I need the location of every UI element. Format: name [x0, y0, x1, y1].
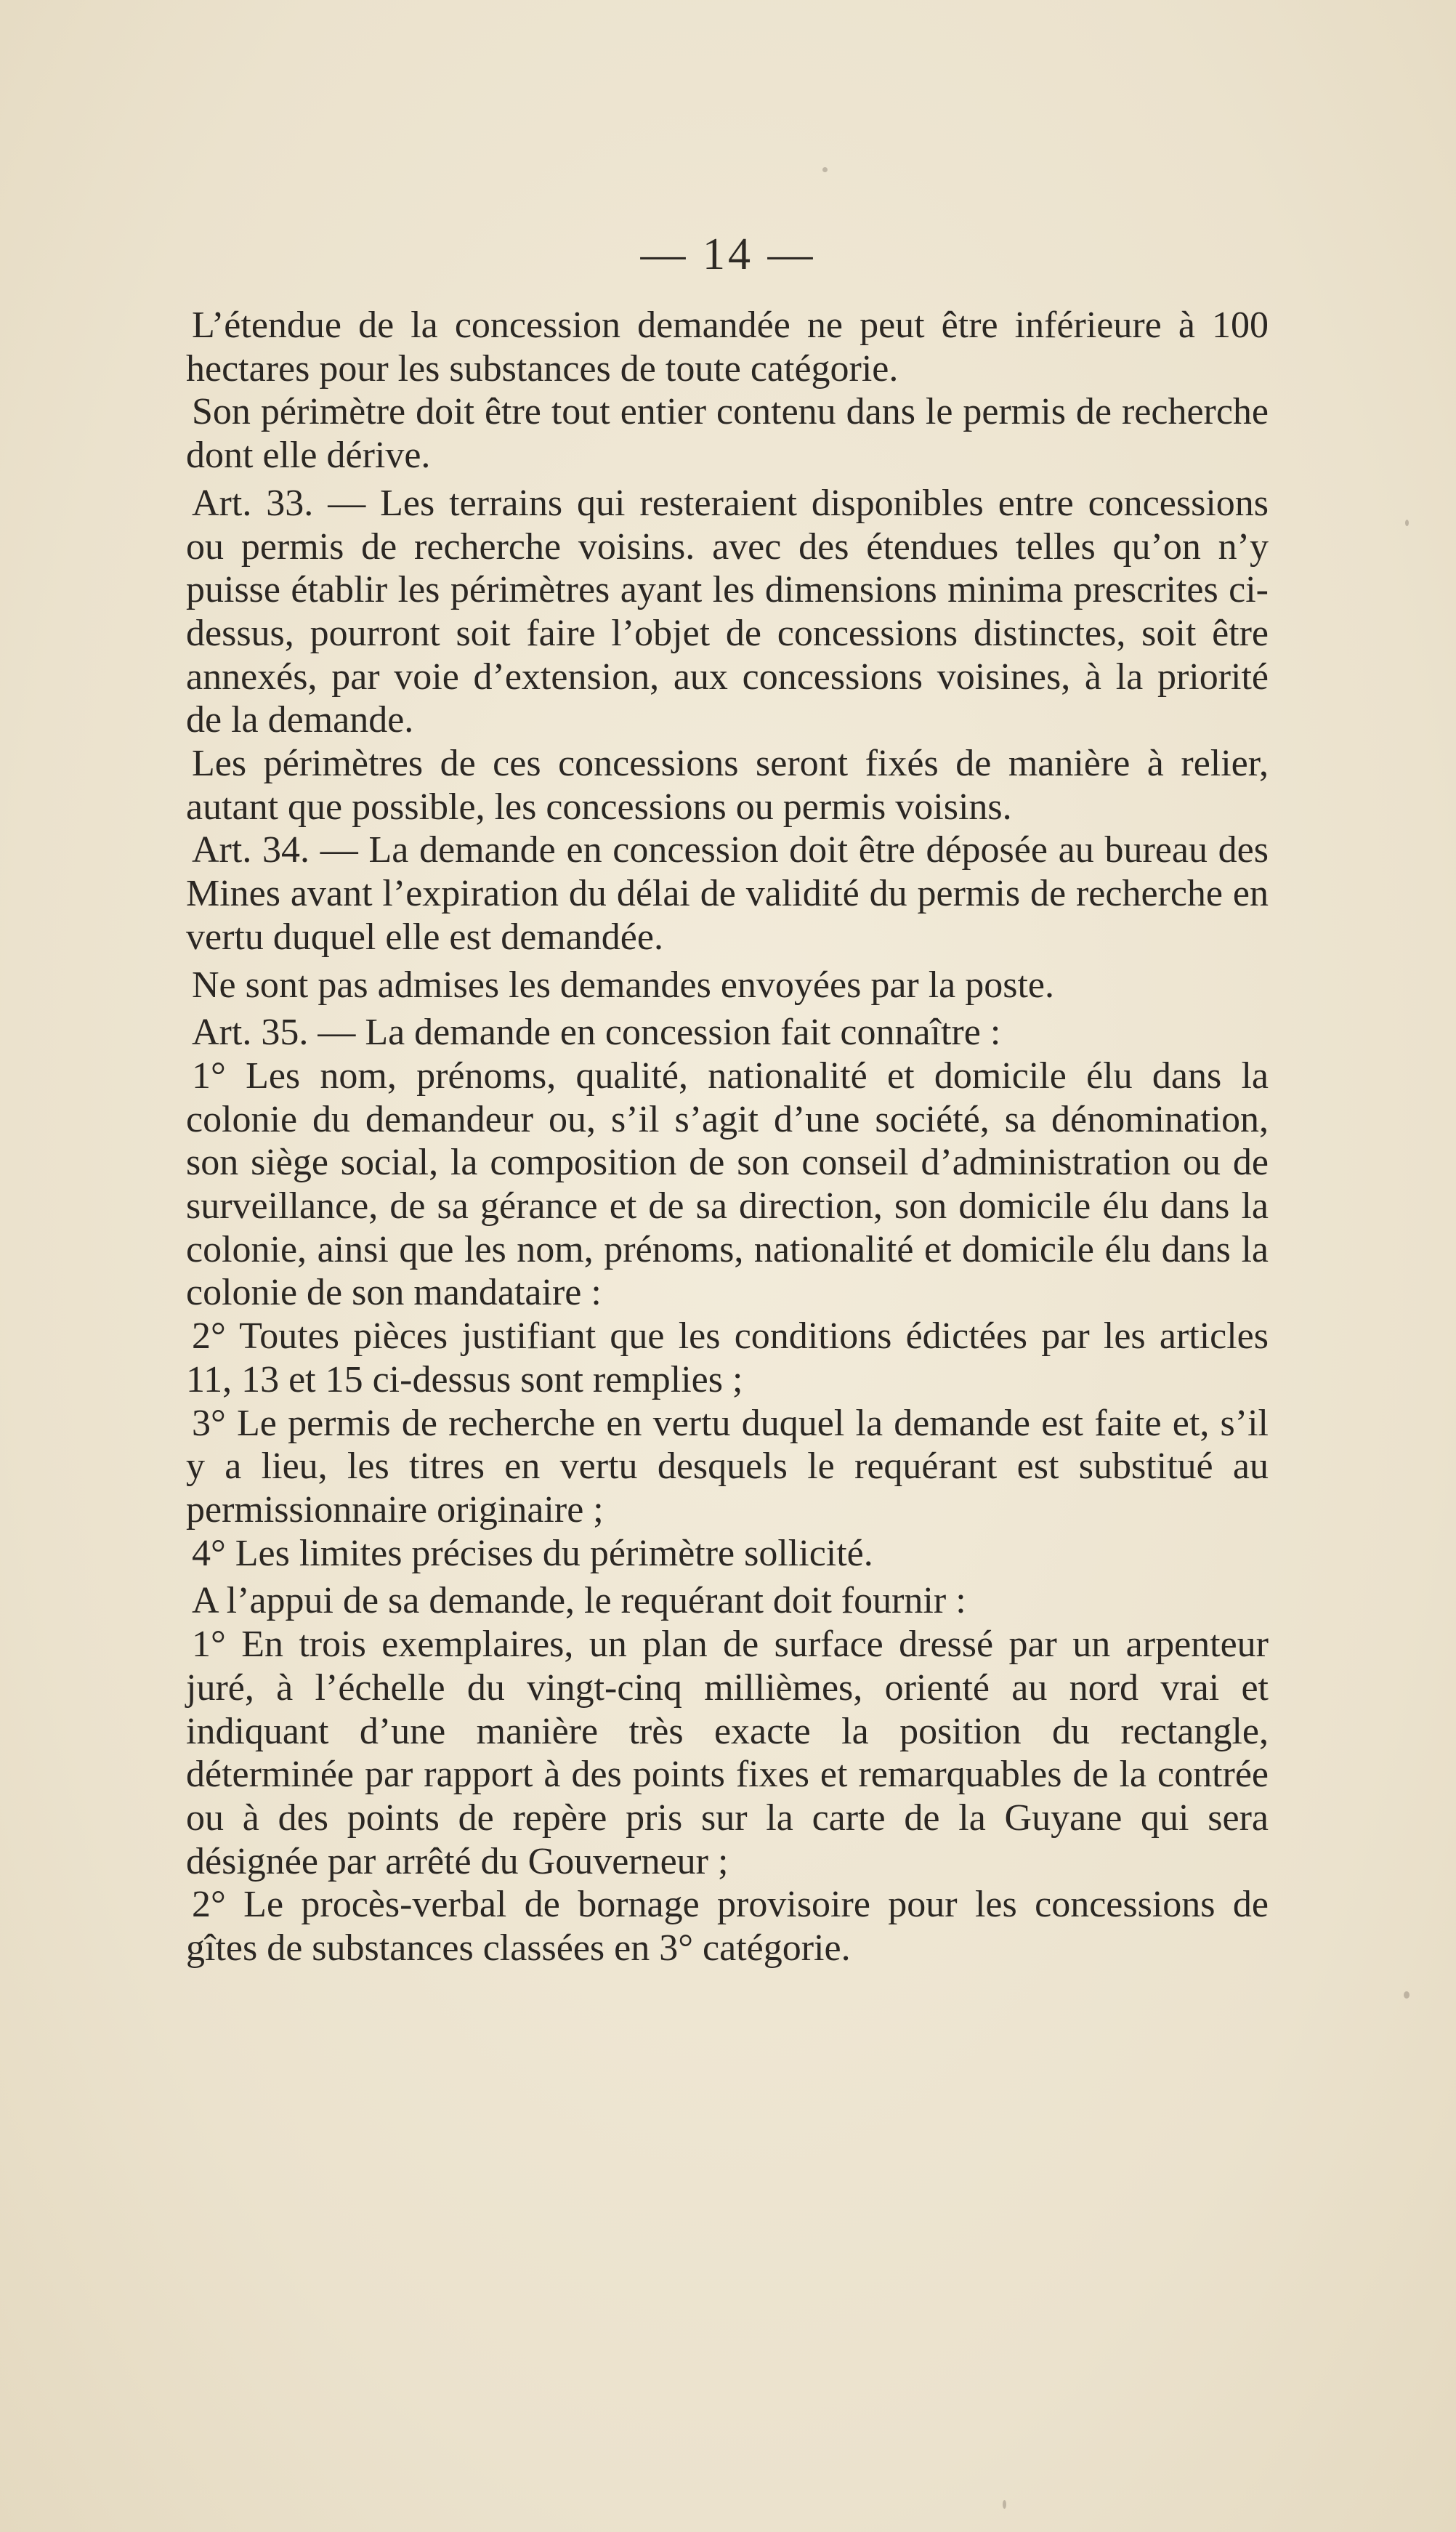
paper-speck [1404, 1991, 1410, 1999]
paragraph-appui: A l’appui de sa demande, le requérant doit fournir : [192, 1580, 966, 1622]
page-number: — 14 — [640, 230, 816, 279]
body-text [186, 304, 1269, 1970]
list-item-2: 2° Toutes pièces justifiant que les conditions édictées par les articles 11, 13 et 15 ci-dessus sont remplies ; [186, 1315, 1269, 1400]
paper-speck [1003, 2500, 1006, 2509]
paper-speck [1405, 520, 1409, 526]
list-item-4: 4° Les limites précises du périmètre sollicité. [192, 1532, 873, 1574]
paragraph-2: Son périmètre doit être tout entier contenu dans le permis de recherche dont elle dérive. [186, 391, 1269, 477]
paper-speck [822, 167, 828, 172]
list-item-1: 1° Les nom, prénoms, qualité, nationalité et domicile élu dans la colonie du demandeur ou, s’il s’agit d’une société, sa dénomination, son siège social, la composition de son conseil d’administration ou de surveillance, de sa gérance et de sa direction, son domicile élu dans la colonie, ainsi que les nom, prénoms, nationalité et domicile élu dans la colonie de son mandataire : [186, 1055, 1269, 1314]
paragraph-1: L’étendue de la concession demandée ne peut être inférieure à 100 hectares pour les substances de toute catégorie. [186, 305, 1269, 390]
paragraph-art-33: Art. 33. — Les terrains qui resteraient disponibles entre concessions ou permis de recherche voisins. avec des étendues telles qu’on n’y puisse établir les périmètres ayant les dimensions minima prescrites ci-dessus, pourront soit faire l’objet de concessions distinctes, soit être annexés, par voie d’extension, aux concessions voisines, à la priorité de la demande. [186, 482, 1269, 741]
appui-item-2: 2° Le procès-verbal de bornage provisoire pour les concessions de gîtes de substances classées en 3° catégorie. [186, 1884, 1269, 1969]
paragraph-art-35: Art. 35. — La demande en concession fait connaître : [192, 1012, 1001, 1054]
appui-item-1: 1° En trois exemplaires, un plan de surface dressé par un arpenteur juré, à l’échelle du vingt-cinq millièmes, orienté au nord vrai et indiquant d’une manière très exacte la position du rectangle, déterminée par rapport à des points fixes et remarquables de la contrée ou à des points de repère pris sur la carte de la Guyane qui sera désignée par arrêté du Gouverneur ; [186, 1624, 1269, 1882]
paragraph-art-34: Art. 34. — La demande en concession doit être déposée au bureau des Mines avant l’expiration du délai de validité du permis de recherche en vertu duquel elle est demandée. [186, 829, 1269, 958]
paragraph-4: Les périmètres de ces concessions seront fixés de manière à relier, autant que possible, les concessions ou permis voisins. [186, 743, 1269, 828]
paragraph-6: Ne sont pas admises les demandes envoyées par la poste. [192, 964, 1055, 1006]
list-item-3: 3° Le permis de recherche en vertu duquel la demande est faite et, s’il y a lieu, les titres en vertu desquels le requérant est substitué au permissionnaire originaire ; [186, 1402, 1269, 1531]
